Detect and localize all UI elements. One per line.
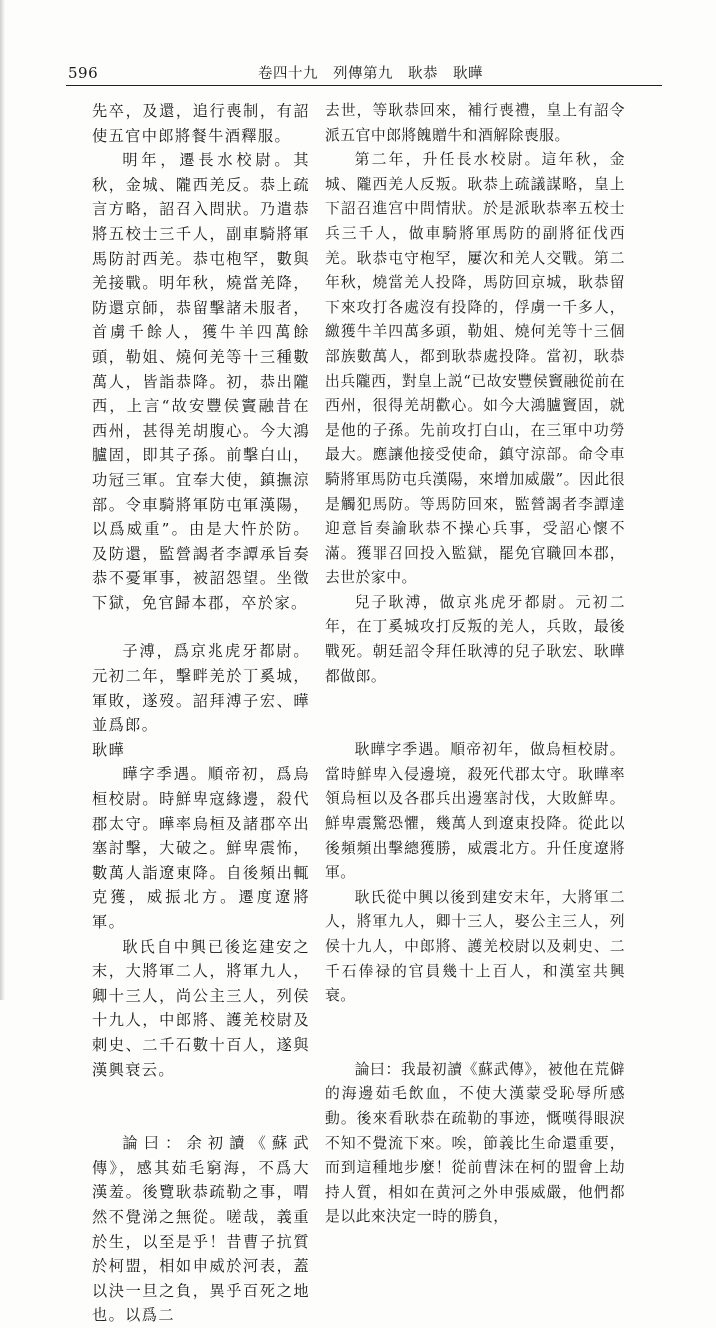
paragraph: 論曰：我最初讀《蘇武傳》，被他在荒僻的海邊茹毛飲血，不使大漢蒙受恥辱所感動。後來看耿恭在疏勒的事迹，慨嘆得眼淚不知不覺流下來。唉，節義比生命還重要，而到這種地步麼！從前曹沫在柯的盟會上劫持人質，相如在黄河之外申張威嚴，他們都是以此來決定一時的勝負， bbox=[325, 1060, 625, 1226]
paragraph: 第二年，升任長水校尉。這年秋，金城、隴西羌人反叛。耿恭上疏議謀略，皇上下詔召進宫中問情狀。於是派耿恭率五校士兵三千人，做車騎將軍馬防的副將征伐西羌。耿恭屯守枹罕，屢次和羌人交戰。第二年秋，燒當羌人投降，馬防回京城，耿恭留下來攻打各處沒有投降的，俘虜一千多人，繳獲牛羊四萬多頭，勒姐、燒何羌等十三個部族數萬人，都到耿恭處投降。當初，耿恭出兵隴西，對皇上説“已故安豐侯竇融從前在西州，很得羌胡歡心。如今大鴻臚竇固，就是他的子孫。先前攻打白山，在三軍中功勞最大。應讓他接受使命，鎮守涼部。命令車騎將軍馬防屯兵漢陽，來增加威嚴”。因此很是觸犯馬防。等馬防回來，監營謁者李譚達迎意旨奏諭耿恭不操心兵事，受詔心懷不滿。獲罪召回投入監獄，罷免官職回本郡，去世於家中。 bbox=[325, 151, 625, 587]
paragraph: 明年，遷長水校尉。其秋，金城、隴西羌反。恭上疏言方略，詔召入問狀。乃遣恭將五校士三千人，副車騎將軍馬防討西羌。恭屯枹罕，數與羌接戰。明年秋，燒當羌降，防還京師，恭留擊諸未服者，首虜千餘人，獲牛羊四萬餘頭，勒姐、燒何羌等十三種數萬人，皆詣恭降。初，恭出隴西，上言“故安豐侯竇融昔在西州，甚得羌胡腹心。今大鴻臚固，即其子孫。前擊白山，功冠三軍。宜奉大使，鎮撫涼部。令車騎將軍防屯軍漢陽，以爲威重”。由是大忤於防。及防還，監營謁者李譚承旨奏恭不憂軍事，被詔怨望。坐徵下獄，免官歸本郡，卒於家。 bbox=[92, 151, 310, 612]
paragraph: 子溥，爲京兆虎牙都尉。元初二年，擊畔羌於丁奚城，軍敗，遂歿。詔拜溥子宏、曄並爲郎。 bbox=[92, 642, 310, 735]
paragraph-gap bbox=[325, 1009, 625, 1058]
header-rule bbox=[66, 85, 662, 86]
classical-text-column bbox=[92, 99, 310, 1328]
section-title: 耿曄 bbox=[92, 740, 126, 759]
paragraph: 先卒，及還，追行喪制，有詔使五官中郎將餐牛酒釋服。 bbox=[92, 102, 310, 145]
paragraph-gap bbox=[92, 1082, 310, 1131]
paragraph: 耿氏從中興以後到建安末年，大將軍二人，將軍九人，卿十三人，娶公主三人，列侯十九人，中郎將、護羌校尉以及刺史、二千石俸禄的官員幾十上百人，和漢室共興衰。 bbox=[325, 888, 625, 1005]
paragraph: 耿氏自中興已後迄建安之末，大將軍二人，將軍九人，卿十三人，尚公主三人，列侯十九人，中郎將、護羌校尉及刺史、二千石數十百人，遂與漢興衰云。 bbox=[92, 937, 310, 1079]
paragraph: 曄字季遇。順帝初，爲烏桓校尉。時鮮卑寇緣邊，殺代郡太守。曄率烏桓及諸郡卒出塞討擊，大破之。鮮卑震怖，數萬人詣遼東降。自後頻出輒克獲，威振北方。遷度遼將軍。 bbox=[92, 765, 310, 931]
paragraph: 去世，等耿恭回來，補行喪禮，皇上有詔令派五官中郎將餽贈牛和酒解除喪服。 bbox=[325, 102, 625, 144]
page-number: 596 bbox=[68, 64, 99, 82]
paragraph: 兒子耿溥，做京兆虎牙都尉。元初二年，在丁奚城攻打反叛的羌人，兵敗，最後戰死。朝廷詔令拜任耿溥的兒子耿宏、耿曄都做郎。 bbox=[325, 593, 625, 685]
page-edge-shadow bbox=[0, 0, 5, 1000]
paragraph: 論曰：余初讀《蘇武傳》，感其茹毛窮海，不爲大漢羞。後覽耿恭疏勒之事，喟然不覺涕之無從。嗟哉，義重於生，以至是乎！昔曹子抗質於柯盟，相如申威於河表，蓋以決一旦之負，異乎百死之地也。以爲二 bbox=[92, 1134, 310, 1325]
running-head: 卷四十九 列傳第九 耿恭 耿曄 bbox=[258, 66, 483, 82]
paragraph-gap bbox=[325, 689, 625, 738]
translation-column bbox=[325, 99, 625, 1230]
page-header bbox=[0, 0, 716, 95]
paragraph: 耿曄字季遇。順帝初年，做烏桓校尉。當時鮮卑入侵邊境，殺死代郡太守。耿曄率領烏桓以及各郡兵出邊塞討伐，大敗鮮卑。鮮卑震驚恐懼，幾萬人到遼東投降。從此以後頻頻出擊總獲勝，威震北方。升任度遼將軍。 bbox=[325, 741, 625, 882]
paragraph-gap bbox=[92, 615, 310, 639]
